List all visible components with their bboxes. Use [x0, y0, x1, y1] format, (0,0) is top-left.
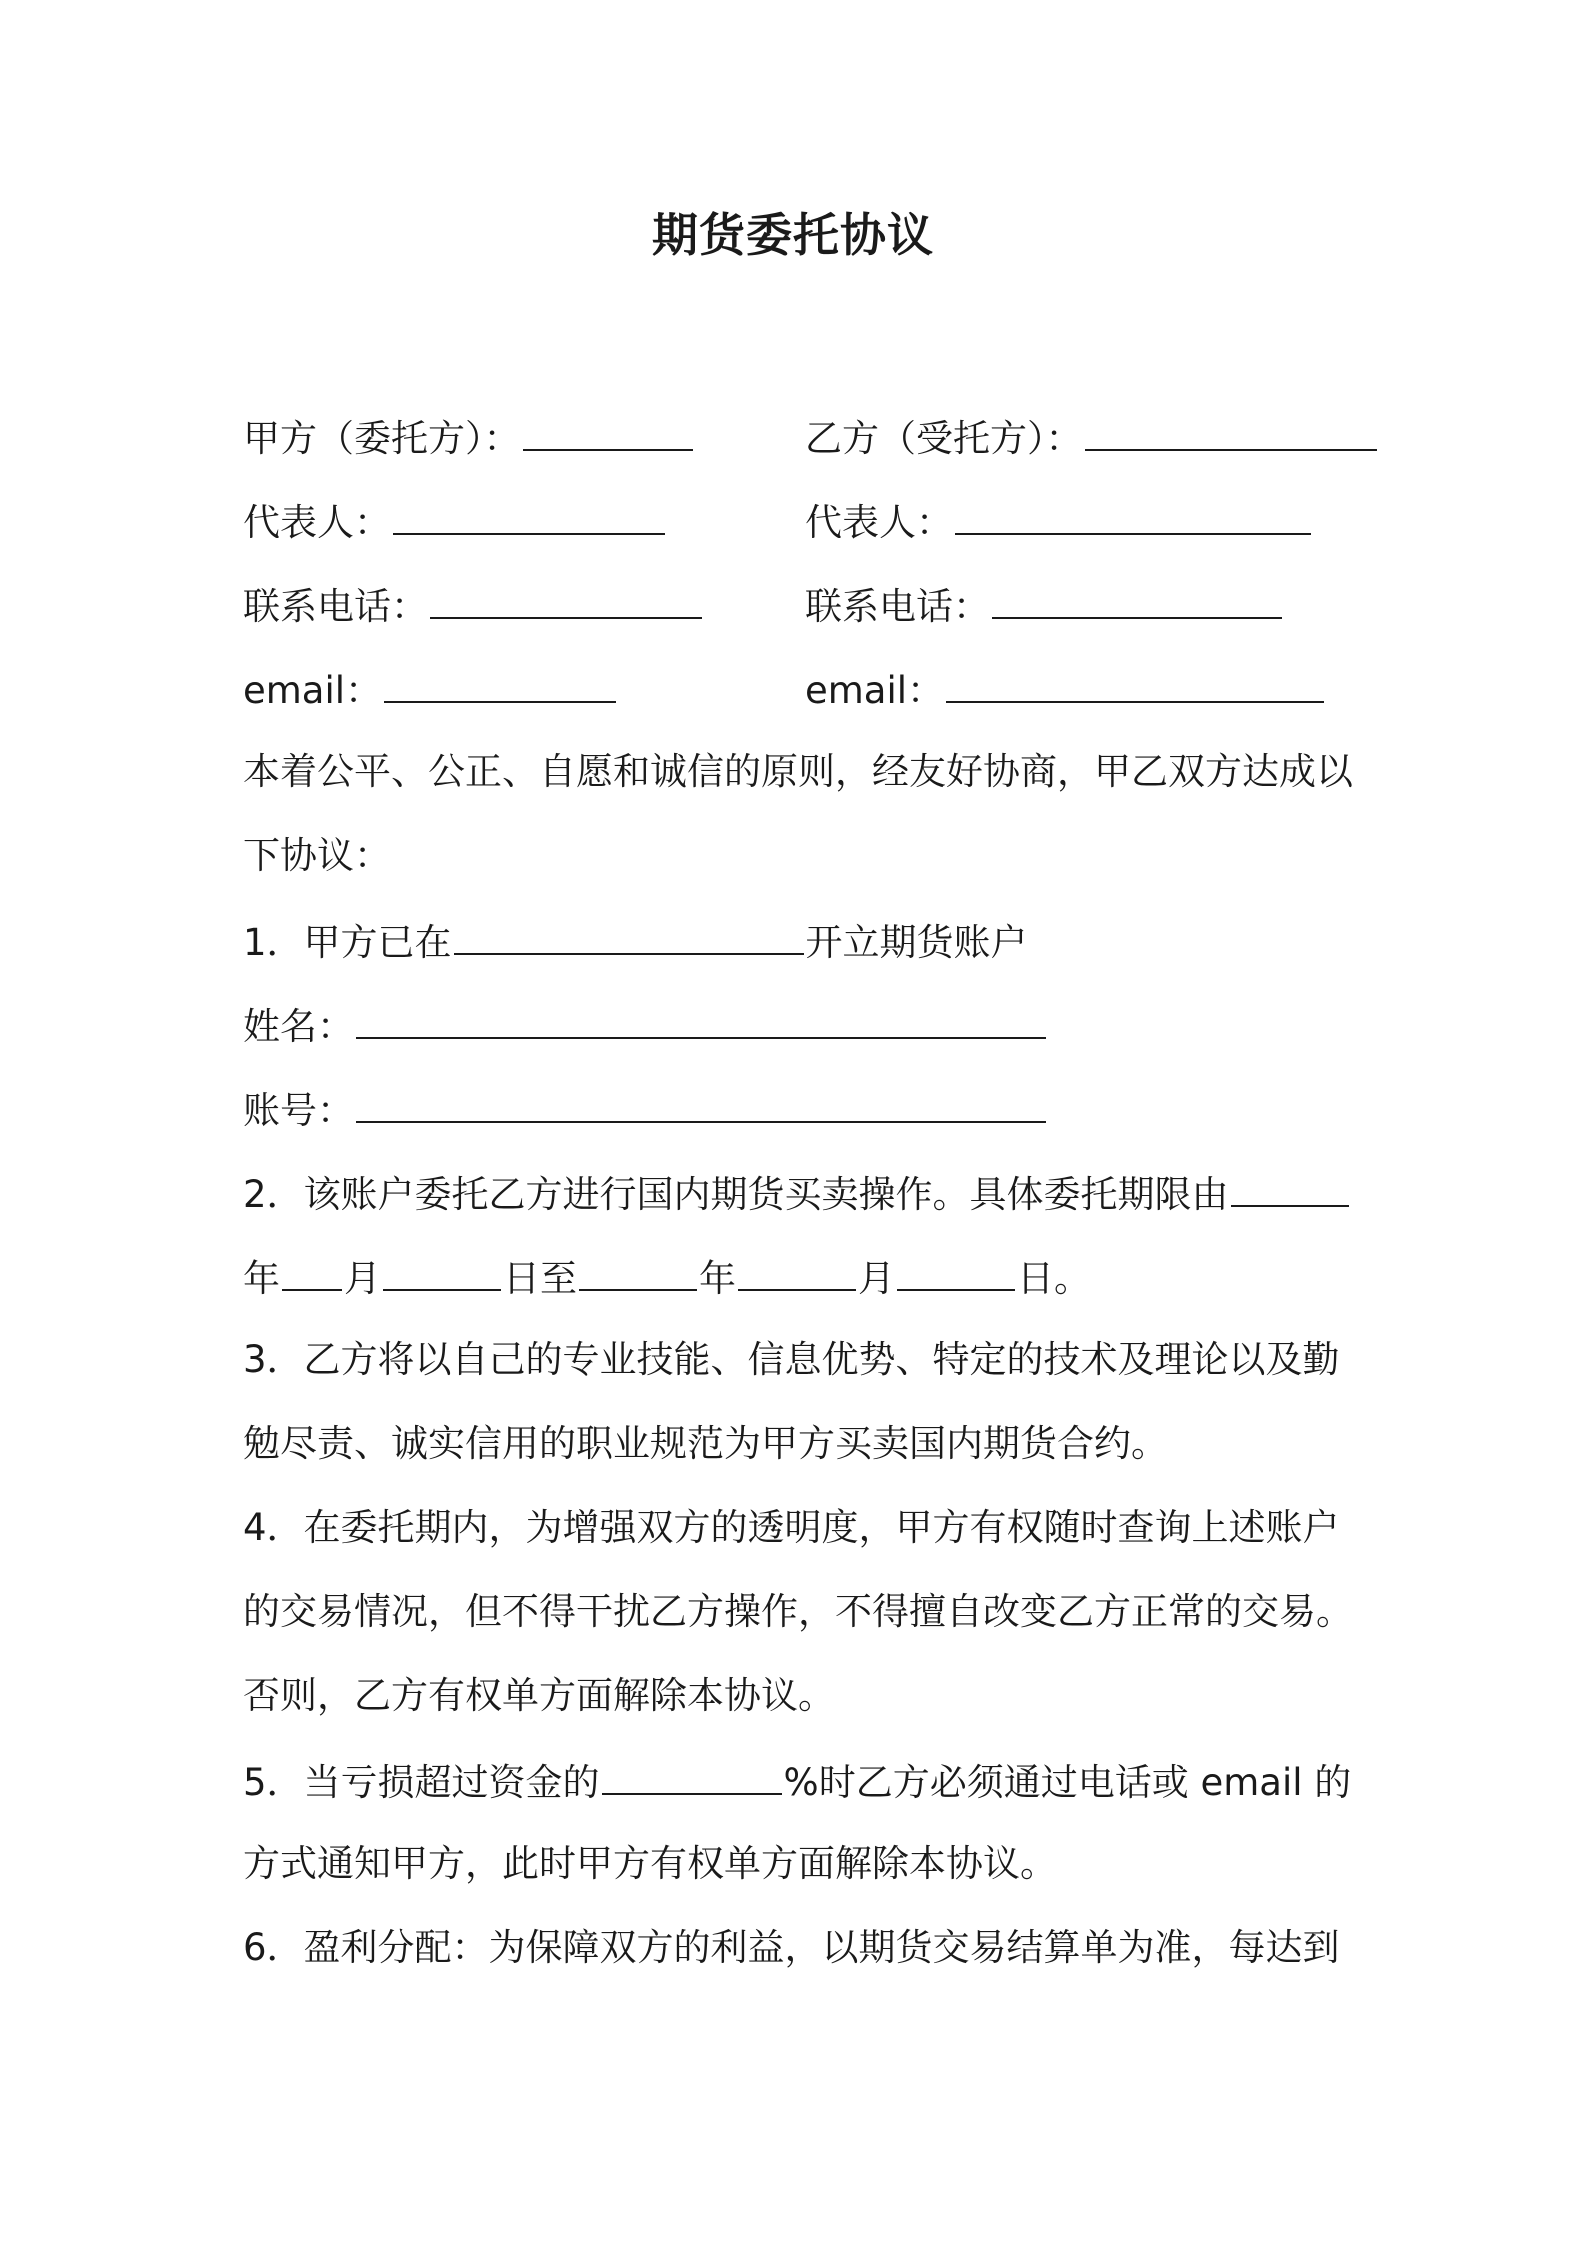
clause-2-year-2: 年	[699, 1257, 736, 1301]
clause-3-line-2: 勉尽责、诚实信用的职业规范为甲方买卖国内期货合约。	[243, 1422, 1168, 1465]
party-b-representative-label: 代表人：	[805, 501, 953, 545]
clause-2-start-month-blank[interactable]	[282, 1254, 342, 1291]
clause-1-line	[243, 918, 1028, 966]
clause-2-line-1	[243, 1170, 1351, 1218]
clause-2-end-year-blank[interactable]	[579, 1254, 697, 1291]
clause-2-day-to: 日至	[503, 1257, 577, 1301]
party-a-representative-blank[interactable]	[393, 498, 665, 535]
document-title: 期货委托协议	[652, 208, 934, 262]
clause-2-end-day-blank[interactable]	[897, 1254, 1015, 1291]
clause-2-prefix: 2．该账户委托乙方进行国内期货买卖操作。具体委托期限由	[243, 1173, 1229, 1217]
clause-1-prefix: 1．甲方已在	[243, 921, 452, 965]
clause-4-line-3: 否则，乙方有权单方面解除本协议。	[243, 1674, 835, 1717]
clause-5-prefix: 5．当亏损超过资金的	[243, 1761, 600, 1805]
party-b-phone-blank[interactable]	[992, 582, 1282, 619]
party-a-blank[interactable]	[523, 414, 693, 451]
clause-2-line-2	[243, 1254, 1091, 1302]
party-b-line	[805, 414, 1379, 462]
party-b-email-blank[interactable]	[946, 666, 1324, 703]
intro-line-1: 本着公平、公正、自愿和诚信的原则，经友好协商，甲乙双方达成以	[243, 750, 1353, 793]
clause-5-line-1	[243, 1758, 1351, 1806]
party-b-representative-blank[interactable]	[955, 498, 1311, 535]
party-b-label: 乙方（受托方）：	[805, 417, 1083, 461]
clause-1-account-line	[243, 1086, 1048, 1134]
clause-2-start-year-blank[interactable]	[1231, 1170, 1349, 1207]
clause-2-end-month-blank[interactable]	[738, 1254, 856, 1291]
party-b-email-line	[805, 666, 1326, 714]
clause-2-month-2: 月	[858, 1257, 895, 1301]
party-b-phone-line	[805, 582, 1284, 630]
clause-1-institution-blank[interactable]	[454, 918, 804, 955]
clause-6-line-1: 6．盈利分配：为保障双方的利益，以期货交易结算单为准，每达到	[243, 1926, 1340, 1969]
party-a-email-label: email：	[243, 669, 383, 713]
clause-1-suffix: 开立期货账户	[805, 921, 1028, 965]
party-a-phone-line	[243, 582, 704, 630]
clause-2-start-day-blank[interactable]	[383, 1254, 501, 1291]
clause-2-year-1: 年	[243, 1257, 280, 1301]
party-a-phone-blank[interactable]	[430, 582, 702, 619]
party-a-phone-label: 联系电话：	[243, 585, 428, 629]
clause-4-line-1: 4．在委托期内，为增强双方的透明度，甲方有权随时查询上述账户	[243, 1506, 1340, 1549]
party-a-label: 甲方（委托方）：	[243, 417, 521, 461]
clause-1-account-blank[interactable]	[356, 1086, 1046, 1123]
party-a-email-line	[243, 666, 618, 714]
intro-line-2: 下协议：	[243, 834, 391, 877]
clause-2-month-1: 月	[344, 1257, 381, 1301]
party-b-representative-line	[805, 498, 1313, 546]
clause-5-percent-blank[interactable]	[602, 1758, 782, 1795]
party-b-email-label: email：	[805, 669, 945, 713]
party-a-representative-line	[243, 498, 667, 546]
party-b-blank[interactable]	[1085, 414, 1377, 451]
clause-4-line-2: 的交易情况，但不得干扰乙方操作，不得擅自改变乙方正常的交易。	[243, 1590, 1353, 1633]
clause-1-name-blank[interactable]	[356, 1002, 1046, 1039]
party-a-representative-label: 代表人：	[243, 501, 391, 545]
clause-1-name-label: 姓名：	[243, 1005, 354, 1049]
clause-1-name-line	[243, 1002, 1048, 1050]
clause-5-suffix: %时乙方必须通过电话或 email 的	[783, 1761, 1352, 1805]
clause-3-line-1: 3．乙方将以自己的专业技能、信息优势、特定的技术及理论以及勤	[243, 1338, 1340, 1381]
clause-5-line-2: 方式通知甲方，此时甲方有权单方面解除本协议。	[243, 1842, 1057, 1885]
party-b-phone-label: 联系电话：	[805, 585, 990, 629]
party-a-email-blank[interactable]	[384, 666, 616, 703]
party-a-line	[243, 414, 695, 462]
clause-1-account-label: 账号：	[243, 1089, 354, 1133]
clause-2-day-end: 日。	[1017, 1257, 1091, 1301]
